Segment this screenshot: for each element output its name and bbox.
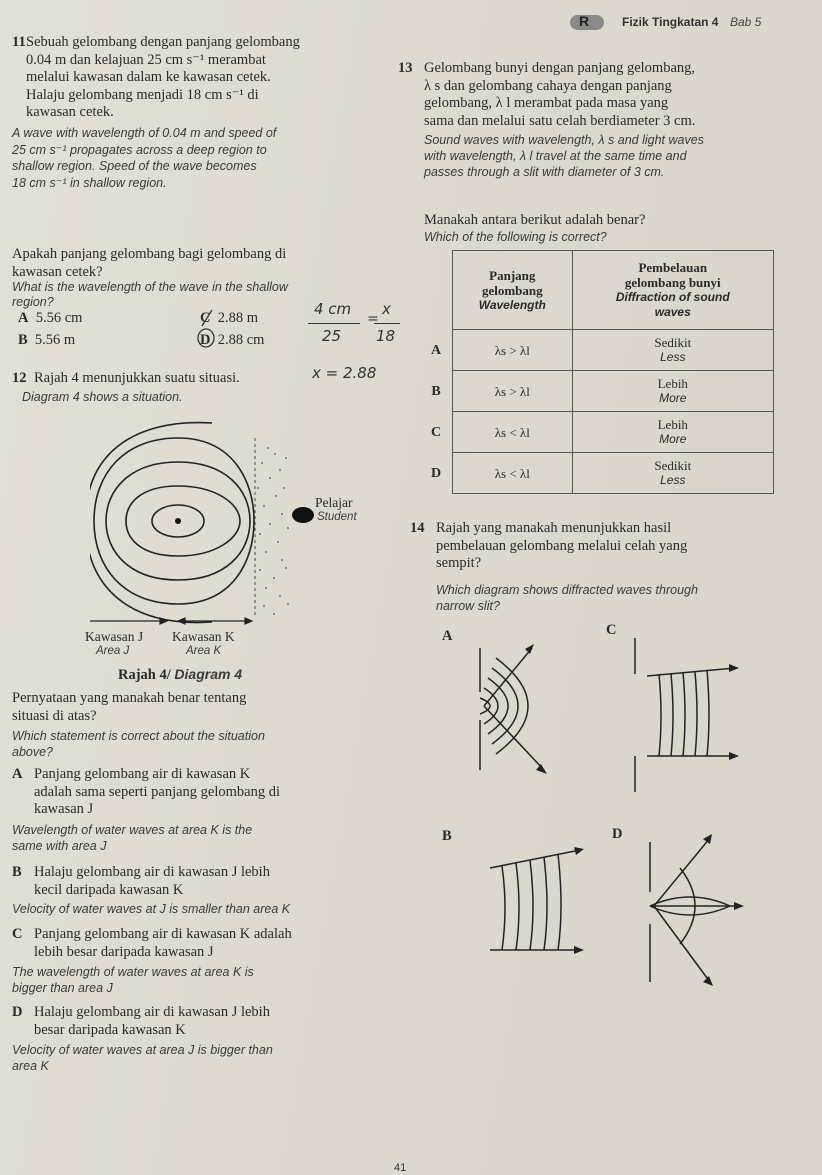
working-fraction-bar-1 <box>308 323 360 324</box>
stem-line: narrow slit? <box>436 599 500 613</box>
header-en: waves <box>654 305 691 319</box>
option-text-en <box>12 1042 392 1074</box>
wavefronts <box>90 423 254 623</box>
option-label: C <box>200 310 211 326</box>
row-label: C <box>430 424 442 440</box>
stem-line: Rajah yang manakah menunjukkan hasil <box>436 520 672 536</box>
q13-stem-en <box>424 132 784 180</box>
option-line: Velocity of water waves at area J is bigger than <box>12 1043 273 1057</box>
stem-line: 18 cm s⁻¹ in shallow region. <box>12 175 167 190</box>
stem-line: A wave with wavelength of 0.04 m and speed of <box>12 126 277 140</box>
q13-question-ms: Manakah antara berikut adalah benar? <box>424 212 646 228</box>
q14-diagram-d[interactable] <box>640 832 750 992</box>
q13-answer-table <box>420 250 774 494</box>
option-line: adalah sama seperti panjang gelombang di <box>34 783 281 800</box>
question-line: Pernyataan yang manakah benar tentang <box>12 690 247 706</box>
diagram-4-caption <box>118 667 242 685</box>
working-denominator-2: 18 <box>376 327 396 345</box>
question-number: 14 <box>410 520 425 536</box>
row-diffraction <box>572 412 773 453</box>
q11-stem-ms <box>26 34 376 122</box>
caption-en: Diagram 4 <box>174 666 243 682</box>
stem-line: Gelombang bunyi dengan panjang gelombang, <box>424 60 696 76</box>
stem-line: melalui kawasan dalam ke kawasan cetek. <box>26 69 271 85</box>
row-ms: Sedikit <box>654 335 692 350</box>
wave-source-dot <box>175 518 181 524</box>
table-header-row <box>420 251 774 330</box>
stem-line: λ s dan gelombang cahaya dengan panjang <box>424 77 672 94</box>
header-line: Panjang <box>489 267 536 283</box>
row-ms: Sedikit <box>654 458 692 473</box>
q14-stem-ms <box>436 520 781 573</box>
row-ms: Lebih <box>657 376 688 391</box>
q11-option-b[interactable] <box>18 332 75 350</box>
question-line: above? <box>12 745 54 759</box>
row-label: B <box>431 383 441 399</box>
q14-diagram-a[interactable] <box>470 640 580 780</box>
option-line: Panjang gelombang air di kawasan K adalah <box>34 926 292 942</box>
question-number: 11 <box>12 34 26 50</box>
table-row-a[interactable] <box>420 330 774 371</box>
row-wavelength: λs < λl <box>453 453 573 494</box>
stem-line: shallow region. Speed of the wave becomes <box>12 159 257 173</box>
option-text: 2.88 m <box>217 310 259 326</box>
row-wavelength: λs < λl <box>453 412 573 453</box>
row-diffraction <box>572 371 773 412</box>
q11-stem-en <box>12 125 372 191</box>
option-line: same with area J <box>12 839 107 853</box>
option-text: 5.56 m <box>34 332 76 348</box>
page-header <box>560 12 810 34</box>
row-en: More <box>659 391 687 405</box>
header-line: gelombang bunyi <box>624 275 721 290</box>
working-equals: = <box>367 311 379 327</box>
stem-line: kawasan cetek. <box>26 104 114 120</box>
option-text-ms <box>34 864 392 899</box>
stem-line: Sebuah gelombang dengan panjang gelombang <box>26 34 300 50</box>
q13-stem-ms <box>424 60 774 130</box>
q14-diagram-c[interactable] <box>625 632 745 792</box>
header-wavelength <box>453 251 573 330</box>
header-line: Pembelauan <box>638 260 708 275</box>
student-head <box>292 507 314 523</box>
option-line: area K <box>12 1059 49 1073</box>
question-line: region? <box>12 295 54 309</box>
option-line: Wavelength of water waves at area K is the <box>12 823 253 837</box>
q12-question-en <box>12 728 392 760</box>
table-row-d[interactable] <box>420 453 774 494</box>
page-number: 41 <box>394 1162 407 1174</box>
row-wavelength: λs > λl <box>453 371 573 412</box>
option-text-en <box>12 822 392 854</box>
q12-stem-en: Diagram 4 shows a situation. <box>22 390 183 404</box>
header-line: gelombang <box>481 282 543 298</box>
option-line: kecil daripada kawasan K <box>34 881 184 898</box>
table-row-b[interactable] <box>420 371 774 412</box>
stem-line: 0.04 m dan kelajuan 25 cm s⁻¹ merambat <box>26 51 266 68</box>
question-line: Apakah panjang gelombang bagi gelombang di <box>12 246 287 262</box>
row-diffraction <box>572 453 773 494</box>
stem-line: Halaju gelombang menjadi 18 cm s⁻¹ di <box>26 86 259 103</box>
option-text: 2.88 cm <box>217 332 265 348</box>
q12-stem-ms: Rajah 4 menunjukkan suatu situasi. <box>34 370 240 386</box>
q12-question-ms <box>12 690 392 725</box>
working-numerator-2: x <box>382 300 391 318</box>
header-diffraction <box>572 251 773 330</box>
option-text-ms <box>34 926 392 961</box>
working-fraction-bar-2 <box>374 323 400 324</box>
student-label-ms: Pelajar <box>315 495 353 510</box>
row-en: More <box>659 432 687 446</box>
row-en: Less <box>660 473 686 487</box>
option-line: besar daripada kawasan K <box>34 1021 186 1038</box>
q14-diagram-b[interactable] <box>480 838 590 968</box>
question-line: kawasan cetek? <box>12 263 103 280</box>
q11-option-a[interactable] <box>18 310 82 328</box>
header-en: Wavelength <box>478 297 546 312</box>
stem-line: pembelauan gelombang melalui celah yang <box>436 537 688 554</box>
working-numerator-1: 4 cm <box>314 300 352 318</box>
option-line: Halaju gelombang air di kawasan J lebih <box>34 1004 270 1020</box>
row-wavelength: λs > λl <box>453 330 573 371</box>
q11-question-ms <box>12 246 372 281</box>
row-diffraction <box>572 330 773 371</box>
student-label-en: Student <box>317 511 357 523</box>
option-text-en <box>12 964 392 996</box>
option-line: bigger than area J <box>12 981 113 995</box>
area-j-label-ms: Kawasan J <box>85 629 144 644</box>
q14-stem-en <box>436 582 796 614</box>
option-text: 5.56 cm <box>35 310 83 326</box>
stem-line: passes through a slit with diameter of 3 cm. <box>424 165 665 179</box>
q13-question-en: Which of the following is correct? <box>424 230 607 244</box>
question-line: What is the wavelength of the wave in the shallow <box>12 280 288 294</box>
handwritten-marks <box>192 304 232 354</box>
stem-line: with wavelength, λ l travel at the same time and <box>424 149 687 163</box>
option-line: The wavelength of water waves at area K is <box>12 965 254 979</box>
question-number: 12 <box>12 370 27 386</box>
question-line: situasi di atas? <box>12 707 97 724</box>
table-row-c[interactable] <box>420 412 774 453</box>
badge-letter: R <box>579 13 590 29</box>
q14-option-d-label[interactable]: D <box>612 826 623 842</box>
option-label: B <box>18 332 28 348</box>
option-text-en <box>12 902 402 917</box>
header-title: Fizik Tingkatan 4 <box>622 15 719 29</box>
option-label: B <box>12 864 22 880</box>
stem-line: Sound waves with wavelength, λ s and light waves <box>424 133 704 147</box>
diagram-4 <box>90 418 360 648</box>
option-line: lebih besar daripada kawasan J <box>34 943 214 960</box>
option-label: D <box>12 1004 23 1020</box>
option-label: C <box>12 926 23 942</box>
q14-option-a-label[interactable]: A <box>442 628 453 644</box>
row-en: Less <box>660 350 686 364</box>
working-result: x = 2.88 <box>312 364 377 382</box>
option-label: D <box>200 332 211 348</box>
option-text-ms <box>34 766 392 819</box>
area-k-label-en: Area K <box>186 645 222 657</box>
q14-option-b-label[interactable]: B <box>442 828 452 844</box>
option-line: kawasan J <box>34 801 94 817</box>
area-k-label-ms: Kawasan K <box>172 629 235 644</box>
header-chapter: Bab 5 <box>730 15 762 29</box>
caption-ms: Rajah 4/ <box>118 667 171 683</box>
corner-cell <box>420 251 453 330</box>
area-j-label-en: Area J <box>96 645 130 657</box>
stem-line: sempit? <box>436 555 482 571</box>
stem-line: 25 cm s⁻¹ propagates across a deep region to <box>12 142 267 157</box>
stem-line: gelombang, λ l merambat pada masa yang <box>424 95 669 111</box>
row-ms: Lebih <box>657 417 688 432</box>
row-label: D <box>430 465 442 481</box>
option-line: Panjang gelombang air di kawasan K <box>34 766 251 782</box>
option-label: A <box>18 310 29 326</box>
stem-line: sama dan melalui satu celah berdiameter 3 cm. <box>424 112 696 129</box>
question-line: Which statement is correct about the situation <box>12 729 265 743</box>
header-en: Diffraction of sound <box>615 290 730 304</box>
option-text-ms <box>34 1004 392 1039</box>
row-label: A <box>430 342 442 358</box>
working-denominator-1: 25 <box>322 327 342 345</box>
q14-option-c-label[interactable]: C <box>606 622 617 638</box>
option-line: Velocity of water waves at J is smaller than area K <box>12 902 291 916</box>
option-label: A <box>12 766 23 782</box>
option-line: Halaju gelombang air di kawasan J lebih <box>34 864 270 880</box>
stem-line: Which diagram shows diffracted waves through <box>436 583 698 597</box>
shallow-region-texture <box>257 447 289 615</box>
question-number: 13 <box>398 60 413 76</box>
